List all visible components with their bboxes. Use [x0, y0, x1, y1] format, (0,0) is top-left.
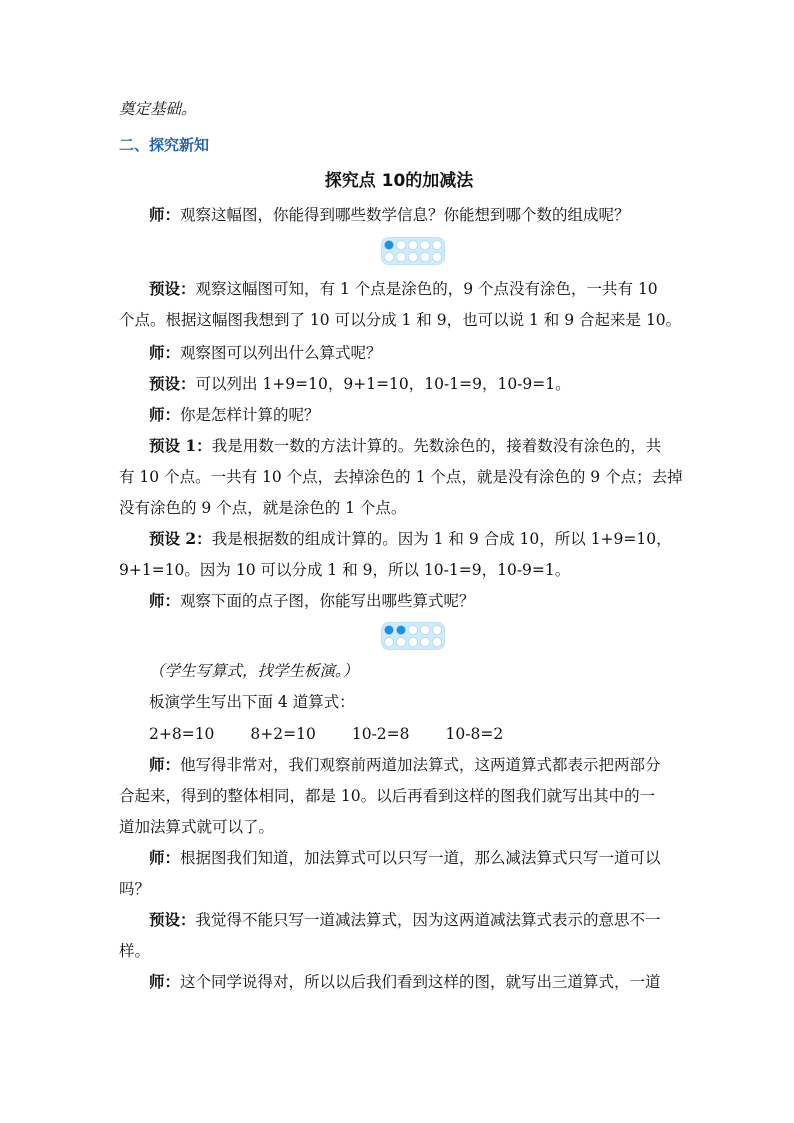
speaker-label: 师：	[149, 848, 181, 867]
paragraph-7-line-1	[119, 528, 672, 550]
paragraph-4	[119, 373, 571, 395]
empty-dot	[420, 637, 429, 646]
empty-dot	[420, 625, 429, 634]
paragraph-6-line-3: 没有涂色的 9 个点，就是涂色的 1 个点。	[119, 499, 407, 517]
empty-dot	[384, 252, 393, 261]
speaker-label: 师：	[149, 755, 181, 774]
filled-dot	[384, 625, 393, 634]
empty-dot	[384, 637, 393, 646]
empty-dot	[396, 637, 405, 646]
empty-dot	[432, 240, 441, 249]
dot-figure-1	[381, 237, 445, 265]
paragraph-text: 根据图我们知道，加法算式可以只写一道，那么减法算式只写一道可以	[180, 849, 661, 867]
filled-dot	[396, 625, 405, 634]
filled-dot	[384, 240, 393, 249]
paragraph-text: 观察这幅图可知，有 1 个点是涂色的，9 个点没有涂色，一共有 10	[195, 280, 658, 298]
paragraph-2-line-2: 个点。根据这幅图我想到了 10 可以分成 1 和 9，也可以说 1 和 9 合起来是 10。	[119, 311, 682, 329]
paragraph-11-line-3: 道加法算式就可以了。	[119, 818, 275, 836]
page-title: 探究点 10的加减法	[324, 171, 474, 191]
paragraph-6-line-1	[119, 435, 661, 457]
paragraph-14-line-1	[119, 971, 661, 993]
paragraph-5	[119, 404, 320, 426]
paragraph-6-line-2: 有 10 个点。一共有 10 个点，去掉涂色的 1 个点，就是没有涂色的 9 个点；去掉	[119, 468, 683, 486]
empty-dot	[420, 240, 429, 249]
paragraph-text: 观察图可以列出什么算式呢？	[180, 344, 382, 362]
paragraph-text: 他写得非常对，我们观察前两道加法算式，这两道算式都表示把两部分	[180, 756, 661, 774]
paragraph-11-line-2: 合起来，得到的整体相同，都是 10。以后再看到这样的图我们就写出其中的一	[119, 787, 656, 805]
section-heading: 二、探究新知	[119, 136, 210, 154]
paragraph-7-line-2: 9+1=10。因为 10 可以分成 1 和 9，所以 10-1=9，10-9=1。	[119, 561, 571, 579]
speaker-label: 预设 2：	[149, 529, 212, 548]
paragraph-3	[119, 342, 382, 364]
empty-dot	[432, 625, 441, 634]
paragraph-text: 这个同学说得对，所以以后我们看到这样的图，就写出三道算式，一道	[180, 973, 661, 991]
paragraph-2-line-1	[119, 278, 658, 300]
paragraph-12-line-2: 吗？	[119, 880, 151, 898]
paragraph-12-line-1	[119, 847, 661, 869]
empty-dot	[432, 637, 441, 646]
speaker-label: 师：	[149, 205, 181, 224]
speaker-label: 预设：	[149, 910, 196, 929]
equation-3: 10-2=8	[351, 725, 410, 743]
paragraph-text: 可以列出 1+9=10，9+1=10，10-1=9，10-9=1。	[195, 375, 571, 393]
paragraph-13-line-2: 样。	[119, 942, 151, 960]
speaker-label: 师：	[149, 591, 181, 610]
speaker-label: 预设：	[149, 374, 196, 393]
speaker-label: 预设：	[149, 279, 196, 298]
paragraph-8	[119, 590, 475, 612]
empty-dot	[408, 240, 417, 249]
empty-dot	[432, 252, 441, 261]
paragraph-10: 板演学生写出下面 4 道算式：	[149, 693, 355, 711]
empty-dot	[420, 252, 429, 261]
intro-tail-text: 奠定基础。	[119, 100, 197, 118]
paragraph-text: 我是用数一数的方法计算的。先数涂色的，接着数没有涂色的，共	[211, 437, 662, 455]
speaker-label: 师：	[149, 343, 181, 362]
empty-dot	[396, 240, 405, 249]
empty-dot	[408, 252, 417, 261]
dot-figure-2	[381, 622, 445, 650]
paragraph-text: 你是怎样计算的呢？	[180, 406, 320, 424]
paragraph-text: 我是根据数的组成计算的。因为 1 和 9 合成 10，所以 1+9=10，	[211, 530, 672, 548]
equation-4: 10-8=2	[445, 725, 504, 743]
paragraph-text: 我觉得不能只写一道减法算式，因为这两道减法算式表示的意思不一	[195, 911, 661, 929]
paragraph-text: 观察这幅图，你能得到哪些数学信息？你能想到哪个数的组成呢？	[180, 206, 630, 224]
equation-1: 2+8=10	[149, 725, 215, 743]
paragraph-13-line-1	[119, 909, 661, 931]
paragraph-text: 观察下面的点子图，你能写出哪些算式呢？	[180, 592, 475, 610]
empty-dot	[408, 637, 417, 646]
speaker-label: 师：	[149, 972, 181, 991]
speaker-label: 预设 1：	[149, 436, 212, 455]
empty-dot	[408, 625, 417, 634]
speaker-label: 师：	[149, 405, 181, 424]
paragraph-9: （学生写算式，找学生板演。）	[149, 662, 359, 680]
equations-row	[119, 723, 539, 745]
equation-2: 8+2=10	[250, 725, 316, 743]
paragraph-1	[119, 204, 630, 226]
empty-dot	[396, 252, 405, 261]
paragraph-11-line-1	[119, 754, 661, 776]
